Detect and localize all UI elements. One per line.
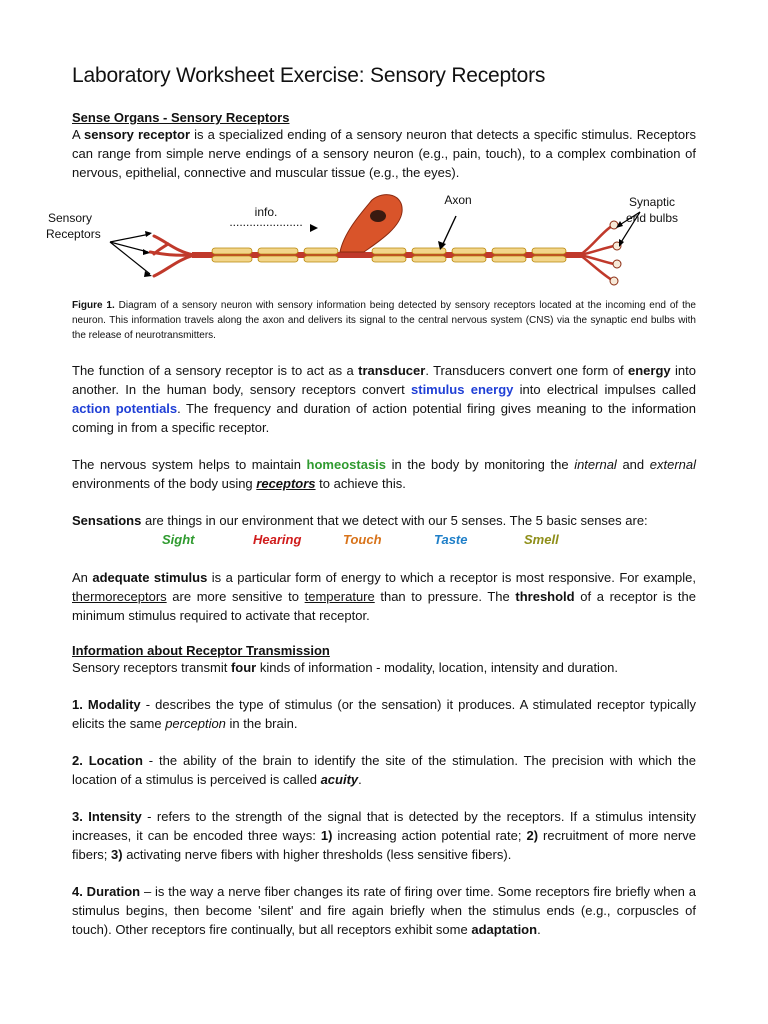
term-perception: perception	[165, 716, 226, 731]
term-receptors: receptors	[256, 476, 316, 491]
label-axon: Axon	[444, 193, 472, 207]
text: Sensory receptors transmit	[72, 660, 231, 675]
text: - the ability of the brain to identify the site of the stimulation. The precision with which the location of a stimulus is perceived is called	[72, 753, 696, 787]
label-line: Synaptic	[628, 195, 676, 209]
caption-label: Figure 1.	[72, 300, 115, 311]
homeostasis-paragraph	[72, 455, 696, 493]
term-external: external	[649, 457, 696, 472]
text: are more sensitive to	[166, 589, 305, 604]
label-synaptic-end-bulbs	[620, 194, 684, 226]
sense-hearing: Hearing	[253, 532, 302, 547]
sensations-paragraph	[72, 511, 696, 530]
term-transducer: transducer	[358, 363, 426, 378]
text: into another. In the human body, sensory receptors convert	[72, 363, 696, 397]
term-internal: internal	[574, 457, 617, 472]
text: The function of a sensory receptor is to act as a	[72, 363, 359, 378]
label-line: end bulbs	[625, 211, 679, 225]
sensory-receptor-paragraph	[72, 125, 696, 182]
term-sensory-receptor: sensory receptor	[84, 127, 191, 142]
sense-organs-heading: Sense Organs - Sensory Receptors	[72, 110, 290, 125]
term-adaptation: adaptation	[471, 922, 538, 937]
text: of a receptor is the minimum stimulus required to activate that receptor.	[72, 589, 696, 623]
text: environments of the body using	[72, 476, 257, 491]
text: . Transducers convert one form of	[425, 363, 628, 378]
sense-touch: Touch	[343, 532, 382, 547]
text: .	[358, 772, 362, 787]
text: are things in our environment that we detect with our 5 senses. The 5 basic senses are:	[141, 513, 648, 528]
term-stimulus-energy: stimulus energy	[411, 382, 514, 397]
text: into electrical impulses called	[513, 382, 696, 397]
modality-item	[72, 695, 696, 733]
text: - refers to the strength of the signal that is detected by the receptors. If a stimulus intensity increases, it can be encoded three ways:	[72, 809, 696, 843]
intensity-label: 3. Intensity	[72, 809, 142, 824]
transmission-heading: Information about Receptor Transmission	[72, 643, 330, 658]
caption-text: Diagram of a sensory neuron with sensory information being detected by sensory receptors located at the incoming end of the neuron. This information travels along the axon and delivers its signal to the central nervous system (CNS) via the synaptic end bulbs with the release of neurotransmitters.	[72, 300, 696, 341]
text: An	[72, 570, 93, 585]
text: to achieve this.	[315, 476, 406, 491]
sensory-neuron-figure	[46, 192, 696, 292]
intensity-item	[72, 807, 696, 864]
label-line: Sensory	[47, 211, 93, 225]
text: - describes the type of stimulus (or the sensation) it produces. A stimulated receptor typically elicits the same	[72, 697, 696, 731]
text: than to pressure. The	[374, 589, 516, 604]
modality-label: 1. Modality	[72, 697, 141, 712]
sense-sight: Sight	[162, 532, 195, 547]
figure-caption	[72, 298, 696, 343]
location-item	[72, 751, 696, 789]
label-sensory-receptors	[46, 210, 101, 242]
term-temperature: temperature	[304, 589, 375, 604]
term-acuity: acuity	[320, 772, 359, 787]
function-paragraph	[72, 361, 696, 437]
text: activating nerve fibers with higher thresholds (less sensitive fibers).	[122, 847, 512, 862]
term-threshold: threshold	[515, 589, 575, 604]
text: increasing action potential rate;	[332, 828, 527, 843]
text: A	[72, 127, 85, 142]
text: in the body by monitoring the	[386, 457, 575, 472]
nucleus	[370, 210, 386, 222]
term-four: four	[230, 660, 257, 675]
text: recruitment of more nerve fibers;	[72, 828, 696, 862]
label-info	[218, 204, 314, 230]
text: . The frequency and duration of action potential firing gives meaning to the information coming in from a specific receptor.	[72, 401, 696, 435]
text: is a specialized ending of a sensory neuron that detects a specific stimulus. Receptors can range from simple nerve endings of a sensory neuron (e.g., pain, touch), to a complex combination of nervous, epithelial, connective and muscular tissue (e.g., the eyes).	[72, 127, 696, 180]
term-thermoreceptors: thermoreceptors	[72, 589, 167, 604]
duration-item	[72, 882, 696, 939]
text: is a particular form of energy to which a receptor is most responsive. For example,	[207, 570, 697, 585]
synaptic-terminals	[580, 226, 614, 280]
text: The nervous system helps to maintain	[72, 457, 307, 472]
text: in the brain.	[225, 716, 298, 731]
term-homeostasis: homeostasis	[306, 457, 387, 472]
term-adequate-stimulus: adequate stimulus	[92, 570, 208, 585]
cell-body	[340, 195, 402, 252]
label-line: Receptors	[46, 227, 101, 241]
duration-label: 4. Duration	[72, 884, 141, 899]
text: and	[616, 457, 650, 472]
synaptic-end-bulbs-shapes	[610, 221, 621, 285]
sense-smell: Smell	[524, 532, 559, 547]
term-energy: energy	[628, 363, 671, 378]
number-2: 2)	[526, 828, 539, 843]
page-title: Laboratory Worksheet Exercise: Sensory Receptors	[72, 64, 546, 87]
label-line: info.	[254, 205, 278, 219]
transmission-intro	[72, 658, 696, 677]
sensory-receptor-dendrites	[150, 236, 194, 276]
text: kinds of information - modality, location, intensity and duration.	[256, 660, 619, 675]
label-dots: ......................	[229, 215, 303, 229]
number-1: 1)	[320, 828, 333, 843]
number-3: 3)	[111, 847, 123, 862]
axon-arrow	[442, 216, 456, 246]
adequate-stimulus-paragraph	[72, 568, 696, 625]
term-action-potentials: action potentials	[72, 401, 178, 416]
text: .	[537, 922, 541, 937]
location-label: 2. Location	[72, 753, 143, 768]
five-senses-list	[72, 532, 696, 552]
term-sensations: Sensations	[72, 513, 142, 528]
neuron-diagram	[72, 192, 696, 292]
sense-taste: Taste	[434, 532, 468, 547]
text: – is the way a nerve fiber changes its rate of firing over time. Some receptors fire briefly when a stimulus begins, then become 'silent' and fire again briefly when the stimulus ends (e.g., corpuscles of touch). Other receptors fire continually, but all receptors exhibit some	[72, 884, 696, 937]
